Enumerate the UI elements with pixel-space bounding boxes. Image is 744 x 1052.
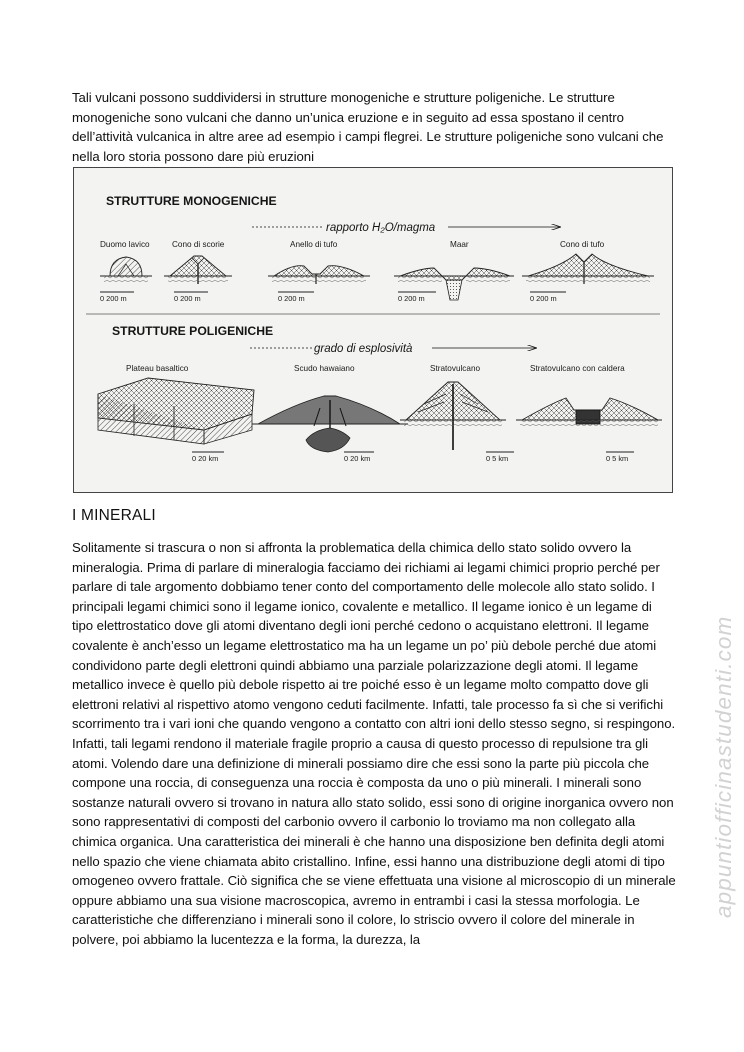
volcano-structures-figure (73, 167, 673, 493)
polygenic-item-label: Plateau basaltico (126, 364, 189, 373)
monogenic-item-scale: 0 200 m (398, 294, 425, 303)
intro-paragraph: Tali vulcani possono suddividersi in strutture monogeniche e strutture poligeniche. Le strutture monogeniche sono vulcani che danno un’unica eruzione e in seguito ad essa spostano il centro dell’attività vulcanica in altre aree ad esempio i campi flegrei. Le strutture poligeniche sono vulcani che nella loro storia possono dare più eruzioni (72, 90, 664, 164)
monogenic-item-scale: 0 200 m (278, 294, 305, 303)
monogenic-arrow-label: rapporto H₂O/magma (326, 222, 436, 234)
watermark-text: appuntiofficinastudenti.com (711, 615, 736, 918)
stratovolcano-drawing (400, 382, 506, 450)
tuff-cone-drawing (522, 254, 654, 284)
polygenic-title: STRUTTURE POLIGENICHE (112, 324, 274, 338)
scoria-cone-drawing (164, 256, 232, 284)
monogenic-item-scale: 0 200 m (174, 294, 201, 303)
polygenic-item-scale: 0 20 km (344, 454, 371, 463)
tuff-ring-drawing (268, 266, 370, 284)
polygenic-item-scale: 0 5 km (606, 454, 629, 463)
polygenic-item-scale: 0 5 km (486, 454, 509, 463)
lava-dome-drawing (100, 257, 152, 282)
polygenic-arrow-label: grado di esplosività (314, 343, 413, 355)
polygenic-item-label: Stratovulcano (430, 364, 481, 373)
monogenic-item-label: Duomo lavico (100, 240, 150, 249)
monogenic-title: STRUTTURE MONOGENICHE (106, 194, 277, 208)
monogenic-item-scale: 0 200 m (530, 294, 557, 303)
monogenic-item-label: Cono di tufo (560, 240, 605, 249)
basalt-plateau-drawing (98, 378, 254, 444)
watermark (702, 540, 742, 920)
polygenic-item-label: Scudo hawaiano (294, 364, 355, 373)
body-paragraph: Solitamente si trascura o non si affronta la problematica della chimica dello stato solido ovvero la mineralogia. Prima di parlare di mineralogia facciamo dei richiami ai legami chimici proprio perché per parlare di tale argomento dobbiamo tener conto del comportamento delle molecole allo stato solido. I principali legami chimici sono il legame ionico, covalente e metallico. Il legame ionico è un legame di tipo elettrostatico dove gli atomi diventano degli ioni perché cedono o acquistano elettroni. Il legame covalente è anch’esso un legame elettrostatico ma ha un legame un po’ più debole perché due atomi condividono parte degli elettroni quindi abbiamo una parziale polarizzazione degli atomi. Il legame metallico invece è quello più debole rispetto ai tre poiché esso è un legame molto compatto dove gli elettroni relativi al rispettivo atomo vengono ceduti facilmente. Infatti, tale processo fa sì che si verifichi scorrimento tra i vari ioni che quando vengono a contatto con altri ioni dello stesso segno, si respingono. Infatti, tali legami rendono il materiale fragile proprio a causa di questo processo di repulsione tra gli atomi. Volendo dare una definizione di minerali possiamo dire che essi sono la parte più piccola che compone una roccia, di conseguenza una roccia è composta da uno o più minerali. I minerali sono sostanze naturali ovvero si trovano in natura allo stato solido, essi sono di origine inorganica ovvero non sono rappresentativi di composti del carbonio ovvero il carbonio lo troviamo ma non collegato alla chimica organica. Una caratteristica dei minerali è che hanno una disposizione ben definita degli atomi nello spazio che viene chiamata abito cristallino. Infine, essi hanno una distribuzione degli atomi di tipo omogeneo ovvero frattale. Ciò significa che se viene effettuata una visione al microscopio di un minerale oppure abbiamo una sua visione macroscopica, avremo in entrambi i casi la stessa morfologia. Le caratteristiche che differenziano i minerali sono il colore, lo striscio ovvero il colore del minerale in polvere, poi abbiamo la lucentezza e la forma, la durezza, la (72, 540, 676, 947)
polygenic-item-label: Stratovulcano con caldera (530, 364, 625, 373)
monogenic-item-label: Cono di scorie (172, 240, 225, 249)
hawaiian-shield-drawing (252, 396, 408, 452)
polygenic-item-scale: 0 20 km (192, 454, 219, 463)
volcano-structures-diagram (74, 168, 672, 492)
watermark-text-graphic (702, 540, 742, 920)
monogenic-item-label: Maar (450, 240, 469, 249)
monogenic-item-label: Anello di tufo (290, 240, 338, 249)
section-heading: I MINERALI (72, 507, 156, 524)
monogenic-item-scale: 0 200 m (100, 294, 127, 303)
caldera-stratovolcano-drawing (516, 398, 662, 426)
